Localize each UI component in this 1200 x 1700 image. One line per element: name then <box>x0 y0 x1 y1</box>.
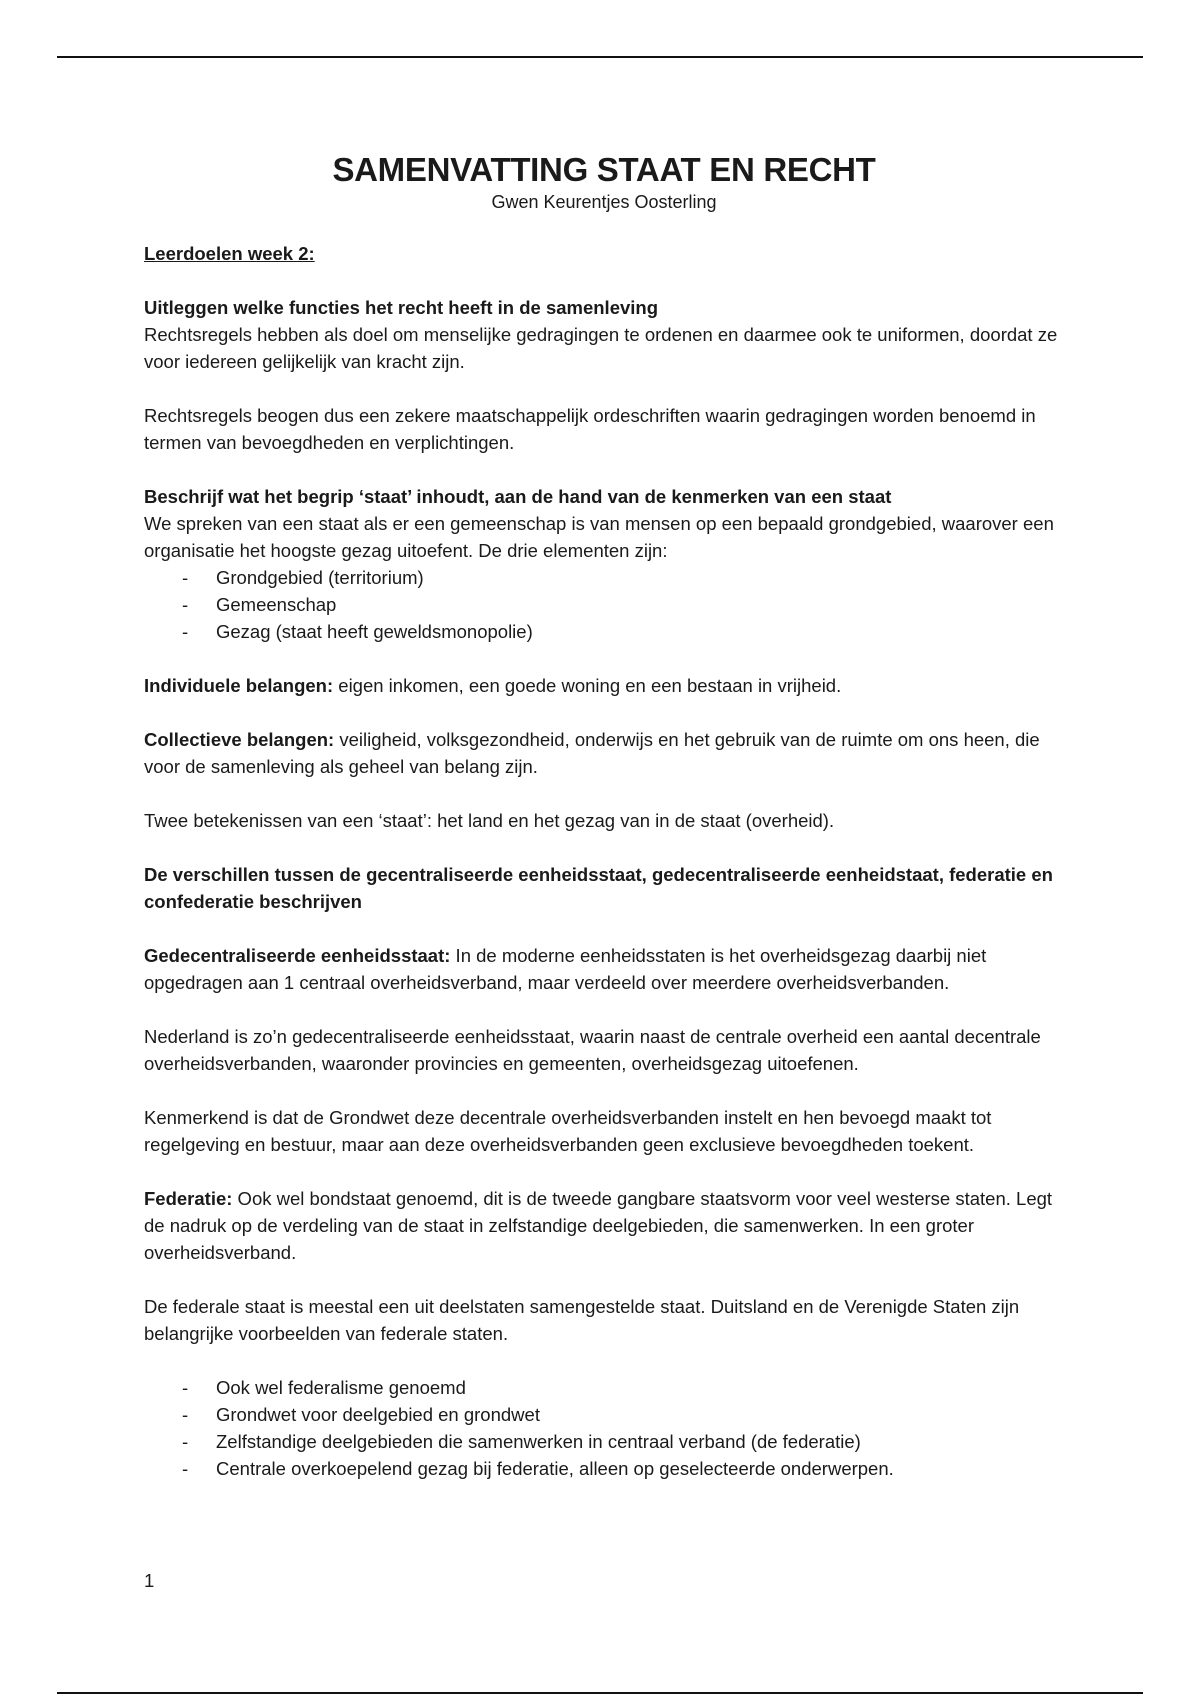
staat-elementen-list <box>144 564 1064 645</box>
list-item: - Grondgebied (territorium) <box>144 564 1064 591</box>
definition-individuele-belangen: eigen inkomen, een goede woning en een bestaan in vrijheid. <box>333 675 842 696</box>
term-gedecentraliseerd: Gedecentraliseerde eenheidsstaat: <box>144 945 451 966</box>
federatie-kenmerken-list <box>144 1374 1064 1482</box>
heading-begrip-staat: Beschrijf wat het begrip ‘staat’ inhoudt, aan de hand van de kenmerken van een staat <box>144 486 892 507</box>
footer-rule <box>57 1692 1143 1694</box>
definition-gedecentraliseerd: In de moderne eenheidsstaten is het overheidsgezag daarbij niet opgedragen aan 1 centraal overheidsverband, maar verdeeld over meerdere overheidsverbanden. <box>144 945 987 993</box>
paragraph-nederland: Nederland is zo’n gedecentraliseerde eenheidsstaat, waarin naast de centrale overheid een aantal decentrale overheidsverbanden, waaronder provincies en gemeenten, overheidsgezag uitoefenen. <box>144 1026 1041 1074</box>
document-page <box>144 150 1064 1509</box>
list-item: - Grondwet voor deelgebied en grondwet <box>144 1401 1064 1428</box>
paragraph-gedecentraliseerd <box>144 942 1064 996</box>
paragraph-federale-staat: De federale staat is meestal een uit deelstaten samengestelde staat. Duitsland en de Verenigde Staten zijn belangrijke voorbeelden van federale staten. <box>144 1296 1020 1344</box>
section-label <box>144 240 1064 267</box>
document-author: Gwen Keurentjes Oosterling <box>491 192 717 212</box>
paragraph-twee-betekenissen: Twee betekenissen van een ‘staat’: het land en het gezag van in de staat (overheid). <box>144 810 835 831</box>
section-label-text: Leerdoelen week 2: <box>144 243 315 264</box>
header-rule <box>57 56 1143 58</box>
term-individuele-belangen: Individuele belangen: <box>144 675 334 696</box>
list-item: - Centrale overkoepelend gezag bij federatie, alleen op geselecteerde onderwerpen. <box>144 1455 1064 1482</box>
paragraph-collectieve-belangen <box>144 726 1064 780</box>
paragraph-rechtsregels-beogen: Rechtsregels beogen dus een zekere maatschappelijk ordeschriften waarin gedragingen worden benoemd in termen van bevoegdheden en verplichtingen. <box>144 405 1036 453</box>
paragraph-individuele-belangen <box>144 672 1064 699</box>
list-item: - Zelfstandige deelgebieden die samenwerken in centraal verband (de federatie) <box>144 1428 1064 1455</box>
paragraph-rechtsregels-doel: Rechtsregels hebben als doel om menselijke gedragingen te ordenen en daarmee ook te uniformen, doordat ze voor iedereen gelijkelijk van kracht zijn. <box>144 324 1058 372</box>
list-item: - Gemeenschap <box>144 591 1064 618</box>
document-title: SAMENVATTING STAAT EN RECHT <box>332 151 876 188</box>
definition-federatie: Ook wel bondstaat genoemd, dit is de tweede gangbare staatsvorm voor veel westerse staten. Legt de nadruk op de verdeling van de staat in zelfstandige deelgebieden, die samenwerken. In een groter overheidsverband. <box>144 1188 1053 1263</box>
term-federatie: Federatie: <box>144 1188 233 1209</box>
heading-functies-recht: Uitleggen welke functies het recht heeft in de samenleving <box>144 297 659 318</box>
paragraph-kenmerkend: Kenmerkend is dat de Grondwet deze decentrale overheidsverbanden instelt en hen bevoegd maakt tot regelgeving en bestuur, maar aan deze overheidsverbanden geen exclusieve bevoegdheden toekent. <box>144 1107 992 1155</box>
heading-staatsvormen: De verschillen tussen de gecentraliseerde eenheidsstaat, gedecentraliseerde eenheidstaat, federatie en confederatie beschrijven <box>144 864 1053 912</box>
list-item: - Ook wel federalisme genoemd <box>144 1374 1064 1401</box>
paragraph-federatie <box>144 1185 1064 1266</box>
list-item: - Gezag (staat heeft geweldsmonopolie) <box>144 618 1064 645</box>
term-collectieve-belangen: Collectieve belangen: <box>144 729 335 750</box>
page-number: 1 <box>144 1570 155 1591</box>
paragraph-staat-definitie: We spreken van een staat als er een gemeenschap is van mensen op een bepaald grondgebied, waarover een organisatie het hoogste gezag uitoefent. De drie elementen zijn: <box>144 513 1054 561</box>
definition-collectieve-belangen: veiligheid, volksgezondheid, onderwijs en het gebruik van de ruimte om ons heen, die voor de samenleving als geheel van belang zijn. <box>144 729 1040 777</box>
